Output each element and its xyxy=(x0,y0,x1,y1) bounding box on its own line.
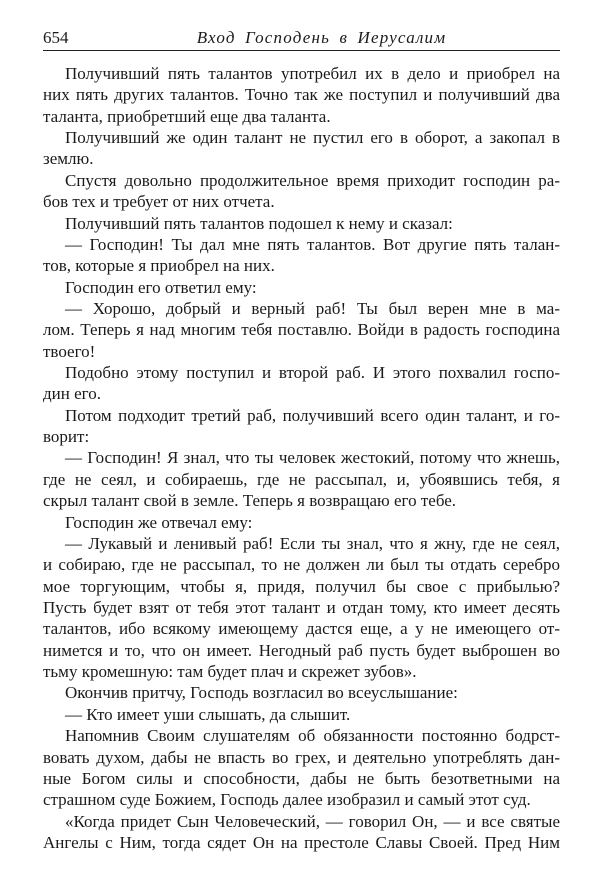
text-line: ные Богом силы и способности, дабы не быть безответными на xyxy=(43,768,560,788)
paragraph xyxy=(43,704,560,725)
text-line: Подобно этому поступил и второй раб. И этого похвалил госпо- xyxy=(65,363,560,383)
text-line: твоего! xyxy=(43,341,96,361)
text-line: Получивший пять талантов употребил их в дело и приобрел на xyxy=(65,64,560,83)
text-line: — Хорошо, добрый и верный раб! Ты был верен мне в ма- xyxy=(65,298,560,318)
text-line: Ангелы с Ним, тогда сядет Он на престоле Славы Своей. Пред Ним xyxy=(43,832,560,852)
text-line: — Кто имеет уши слышать, да слышит. xyxy=(65,704,351,724)
text-line: Господин его ответил ему: xyxy=(65,277,257,297)
text-line: страшном суде Божием, Господь далее изобразил и самый этот суд. xyxy=(43,790,531,810)
text-line: нимется и то, что он имеет. Негодный раб пусть будет выброшен во xyxy=(43,640,560,660)
text-line: дин его. xyxy=(43,384,101,404)
running-title: Вход Господень в Иерусалим xyxy=(196,28,447,47)
text-line: Пусть будет взят от тебя этот талант и отдан тому, кто имеет десять xyxy=(43,597,560,617)
paragraph xyxy=(43,811,560,854)
text-line: тов, которые я приобрел на них. xyxy=(43,256,275,276)
text-line: талантов, ибо всякому имеющему дастся еще, а у не имеющего от- xyxy=(43,619,560,639)
text-line: ворит: xyxy=(43,427,90,447)
paragraph xyxy=(43,512,560,533)
text-line: тьму кромешную: там будет плач и скрежет зубов». xyxy=(43,662,417,682)
text-line: Потом подходит третий раб, получивший всего один талант, и го- xyxy=(65,405,560,425)
text-line: Получивший пять талантов подошел к нему и сказал: xyxy=(65,213,453,233)
text-line: мое торгующим, чтобы я, придя, получил бы свое с прибылью? xyxy=(43,576,560,596)
text-line: таланта, приобретший еще два таланта. xyxy=(43,106,331,126)
text-line: землю. xyxy=(43,149,94,169)
paragraph xyxy=(43,234,560,277)
paragraph xyxy=(43,213,560,234)
paragraph xyxy=(43,170,560,213)
text-line: — Господин! Я знал, что ты человек жестокий, потому что жнешь, xyxy=(65,448,560,468)
text-line: вовать духом, дабы не впасть во грех, и деятельно употреблять дан- xyxy=(43,747,560,767)
text-line: Господин же отвечал ему: xyxy=(65,512,253,532)
text-line: бов тех и требует от них отчета. xyxy=(43,192,275,212)
text-line: — Господин! Ты дал мне пять талантов. Вот другие пять талан- xyxy=(65,234,560,254)
text-line: Окончив притчу, Господь возгласил во всеуслышание: xyxy=(65,683,458,703)
paragraph xyxy=(43,298,560,362)
page-body xyxy=(43,63,560,853)
paragraph xyxy=(43,682,560,703)
paragraph xyxy=(43,533,560,683)
paragraph xyxy=(43,447,560,511)
text-line: — Лукавый и ленивый раб! Если ты знал, что я жну, где не сеял, xyxy=(65,533,560,553)
paragraph xyxy=(43,127,560,170)
text-line: «Когда придет Сын Человеческий, — говорил Он, — и все святые xyxy=(65,811,560,831)
paragraph xyxy=(43,63,560,127)
paragraph xyxy=(43,405,560,448)
paragraph xyxy=(43,725,560,810)
text-line: и собираю, где не рассыпал, то не должен ли был ты отдать серебро xyxy=(43,555,560,575)
text-line: где не сеял, и собираешь, где не рассыпал, и, убоявшись тебя, я xyxy=(43,469,560,489)
text-line: них пять других талантов. Точно так же поступил и получивший два xyxy=(43,85,560,105)
text-line: Получивший же один талант не пустил его в оборот, а закопал в xyxy=(65,128,560,148)
paragraph xyxy=(43,277,560,298)
page-number: 654 xyxy=(43,28,69,47)
text-line: Напомнив Своим слушателям об обязанности постоянно бодрст- xyxy=(65,726,560,746)
text-line: Спустя довольно продолжительное время приходит господин ра- xyxy=(65,170,560,190)
text-line: скрыл талант свой в земле. Теперь я возвращаю его тебе. xyxy=(43,491,457,511)
page-header xyxy=(43,26,560,51)
paragraph xyxy=(43,362,560,405)
text-line: лом. Теперь я над многим тебя поставлю. Войди в радость господина xyxy=(43,320,560,340)
